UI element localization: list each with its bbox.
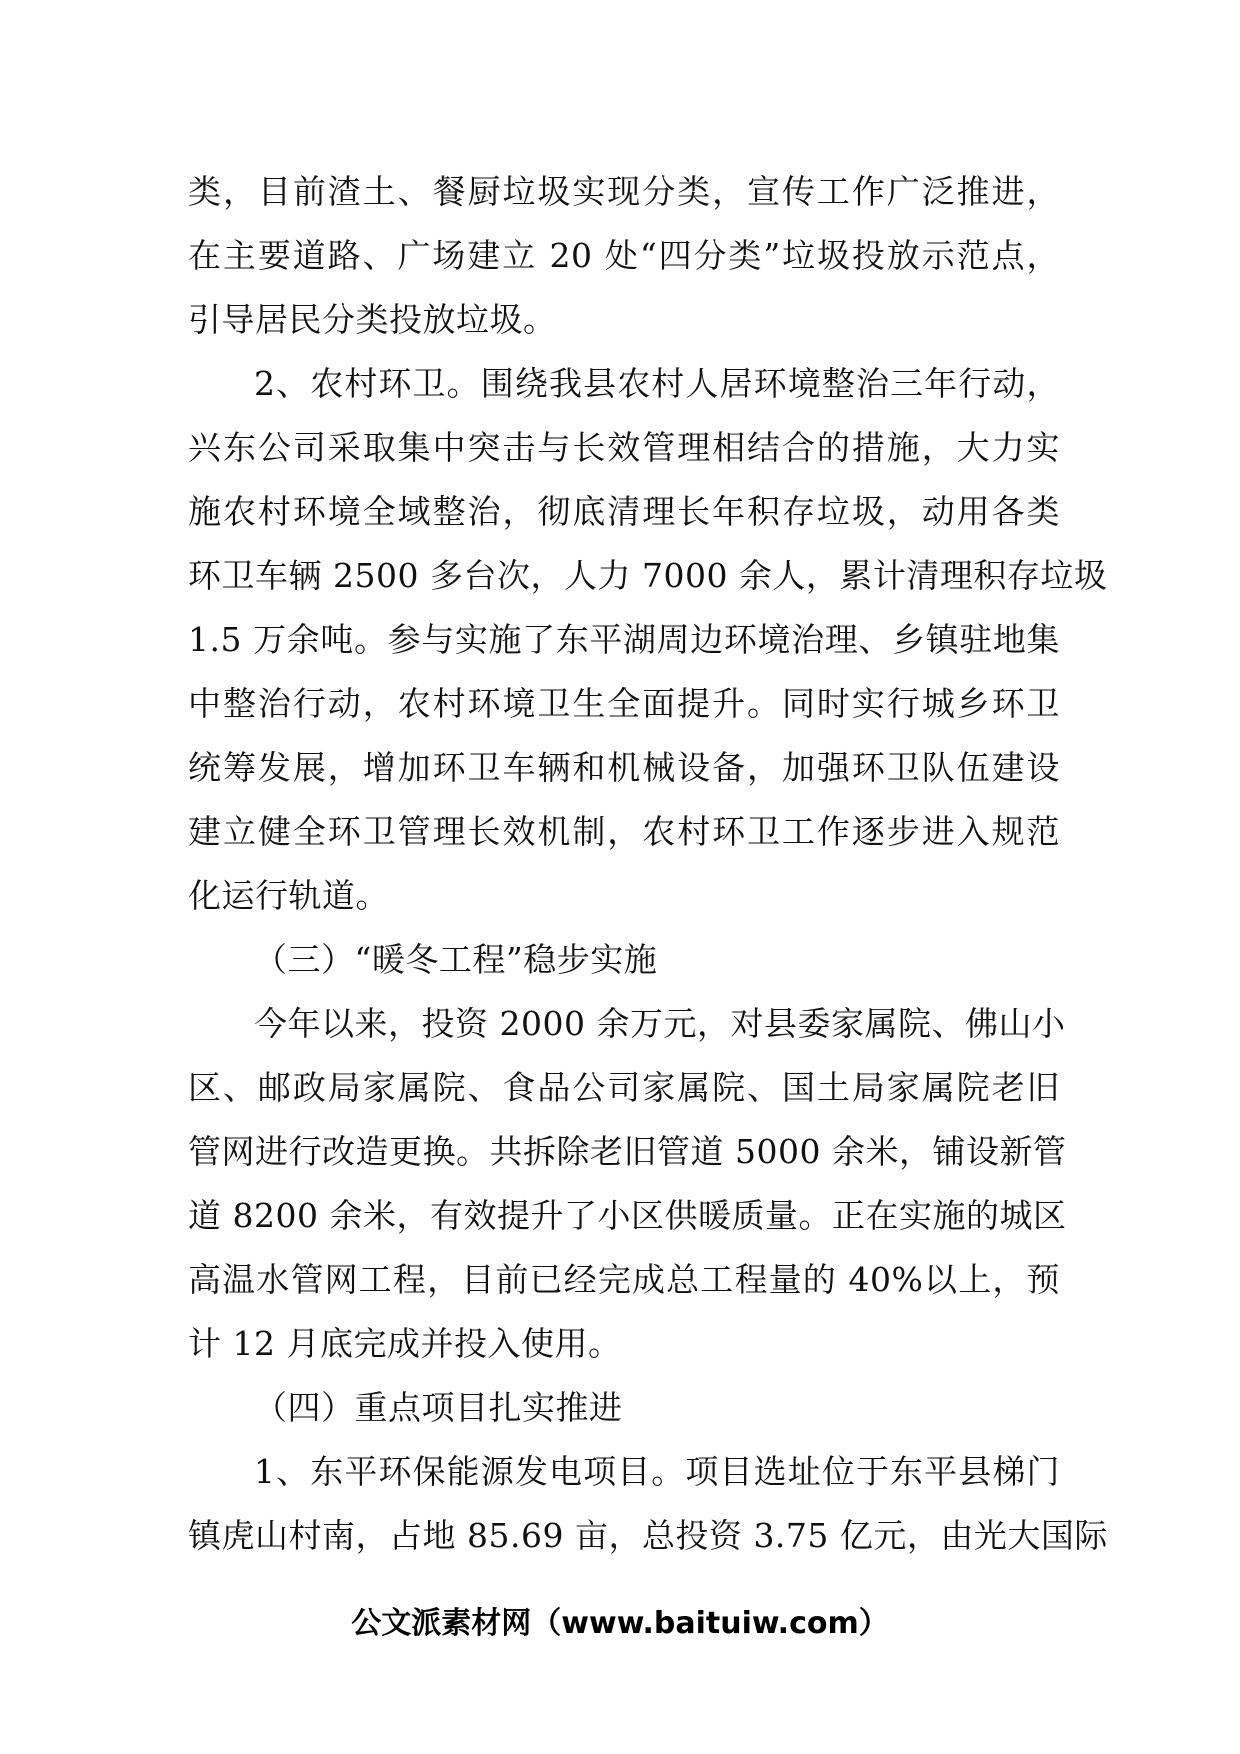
- text-line: 道 8200 余米，有效提升了小区供暖质量。正在实施的城区: [188, 1196, 1067, 1235]
- text-line: 兴东公司采取集中突击与长效管理相结合的措施，大力实: [188, 428, 1060, 467]
- footer-site-name: 公文派素材网: [351, 1606, 532, 1641]
- text-line: 管网进行改造更换。共拆除老旧管道 5000 余米，铺设新管: [188, 1132, 1067, 1171]
- text-line: 今年以来，投资 2000 余万元，对县委家属院、佛山小: [254, 1004, 1066, 1043]
- text-line: 类，目前渣土、餐厨垃圾实现分类，宣传工作广泛推进，: [188, 172, 1060, 211]
- text-line: 中整治行动，农村环境卫生全面提升。同时实行城乡环卫: [188, 684, 1060, 723]
- text-line: 统筹发展，增加环卫车辆和机械设备，加强环卫队伍建设: [188, 748, 1060, 787]
- text-line: 1、东平环保能源发电项目。项目选址位于东平县梯门: [254, 1452, 1060, 1491]
- footer-watermark: [0, 1598, 1240, 1642]
- text-line: 施农村环境全域整治，彻底清理长年积存垃圾，动用各类: [188, 492, 1060, 531]
- section-heading: （四）重点项目扎实推进: [254, 1388, 623, 1427]
- text-line: 1.5 万余吨。参与实施了东平湖周边环境治理、乡镇驻地集: [188, 620, 1060, 659]
- text-line: 环卫车辆 2500 多台次，人力 7000 余人，累计清理积存垃圾: [188, 556, 1108, 595]
- section-heading: （三）“暖冬工程”稳步实施: [254, 940, 658, 979]
- text-line: 在主要道路、广场建立 20 处“四分类”垃圾投放示范点，: [188, 236, 1060, 275]
- text-line: 建立健全环卫管理长效机制，农村环卫工作逐步进入规范: [188, 812, 1060, 851]
- text-line: 区、邮政局家属院、食品公司家属院、国土局家属院老旧: [188, 1068, 1060, 1107]
- text-line: 计 12 月底完成并投入使用。: [188, 1324, 622, 1363]
- text-line: 化运行轨道。: [188, 876, 389, 915]
- text-line: 高温水管网工程，目前已经完成总工程量的 40%以上，预: [188, 1260, 1060, 1299]
- footer-url: （www.baituiw.com）: [531, 1606, 889, 1641]
- text-line: 引导居民分类投放垃圾。: [188, 300, 557, 339]
- text-line: 镇虎山村南，占地 85.69 亩，总投资 3.75 亿元，由光大国际: [188, 1516, 1108, 1555]
- text-line: 2、农村环卫。围绕我县农村人居环境整治三年行动，: [254, 364, 1060, 403]
- document-body: [188, 160, 1108, 1568]
